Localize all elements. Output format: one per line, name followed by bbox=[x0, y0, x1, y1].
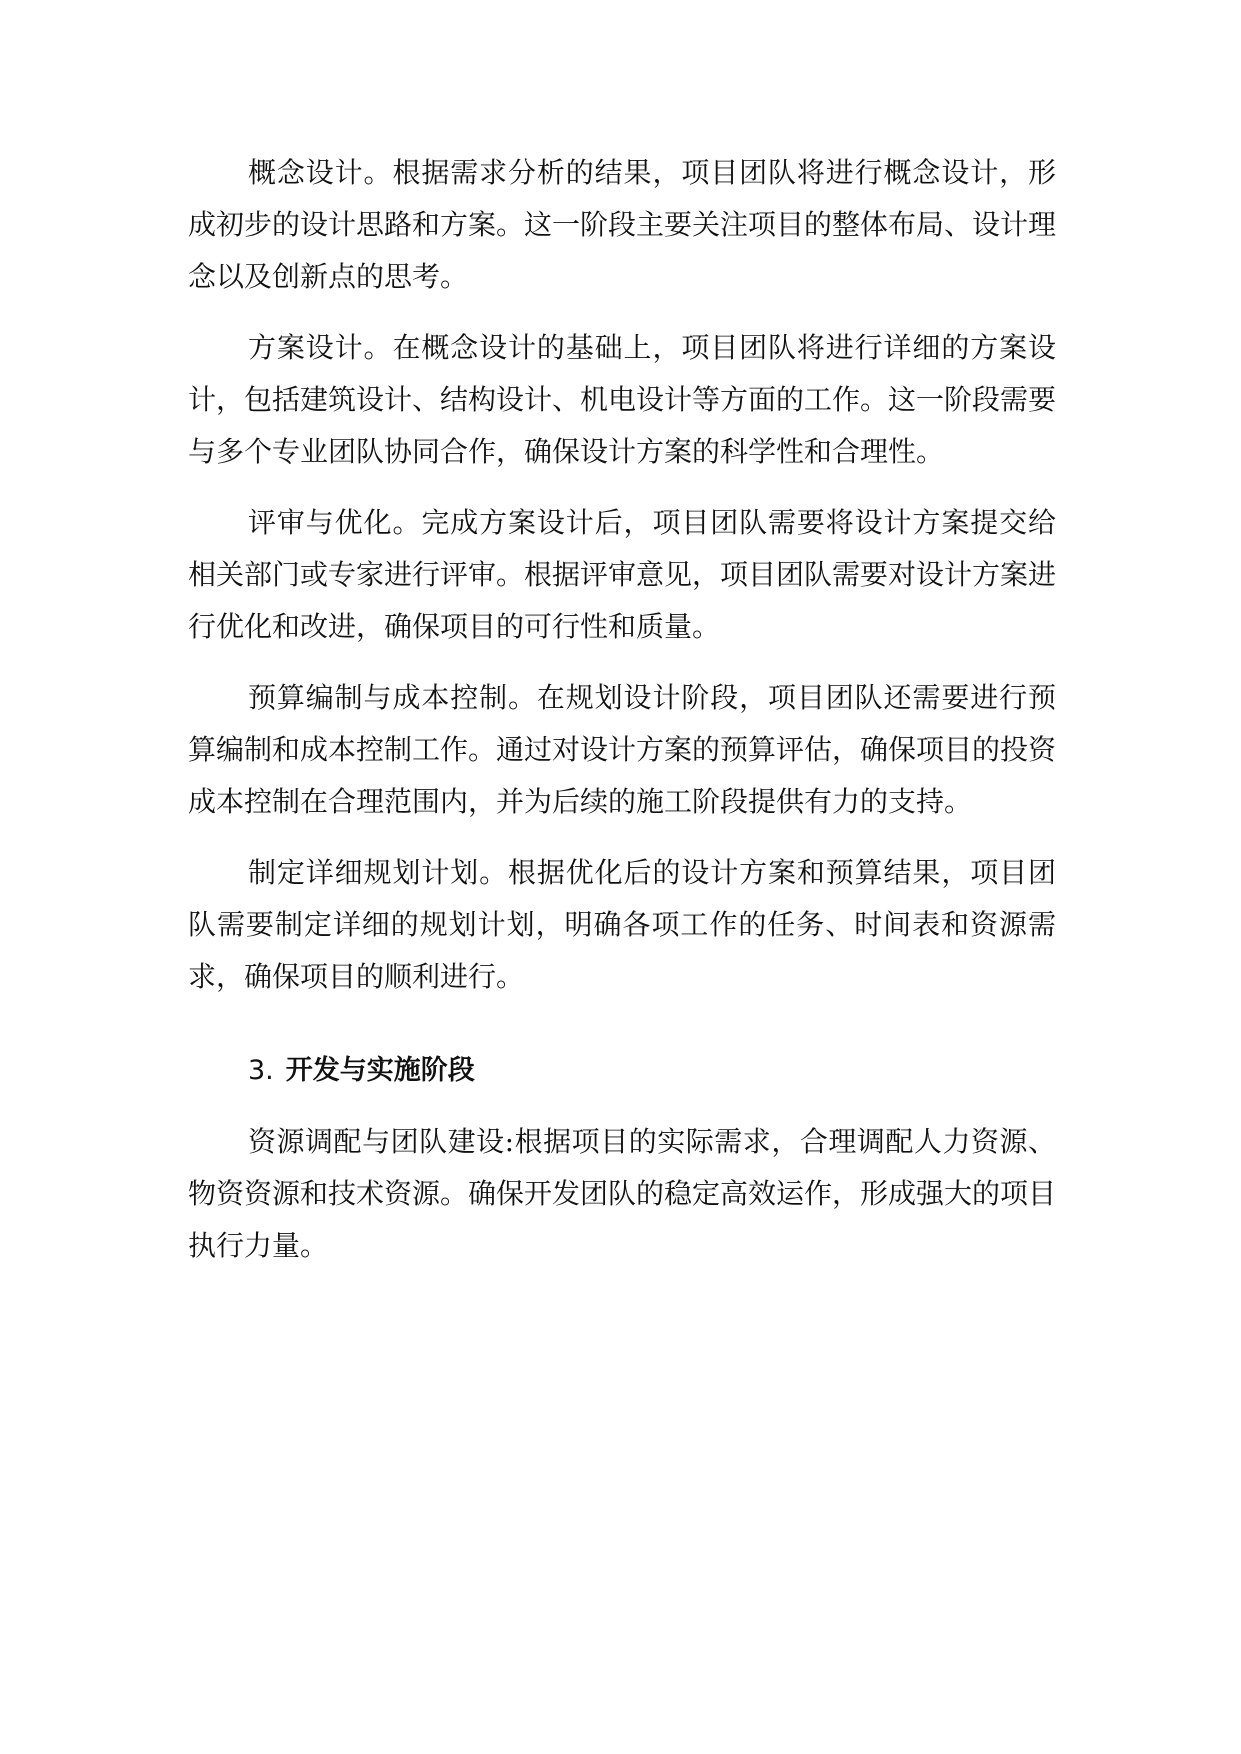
paragraph-resource-allocation: 资源调配与团队建设:根据项目的实际需求，合理调配人力资源、物资资源和技术资源。确保开发团队的稳定高效运作，形成强大的项目执行力量。 bbox=[188, 1125, 1057, 1262]
section-heading bbox=[188, 1045, 1056, 1097]
paragraph-budget-cost-control: 预算编制与成本控制。在规划设计阶段，项目团队还需要进行预算编制和成本控制工作。通过对设计方案的预算评估，确保项目的投资成本控制在合理范围内，并为后续的施工阶段提供有力的支持。 bbox=[188, 681, 1057, 818]
paragraph-scheme-design: 方案设计。在概念设计的基础上，项目团队将进行详细的方案设计，包括建筑设计、结构设计、机电设计等方面的工作。这一阶段需要与多个专业团队协同合作，确保设计方案的科学性和合理性。 bbox=[188, 331, 1057, 468]
paragraph-concept-design: 概念设计。根据需求分析的结果，项目团队将进行概念设计，形成初步的设计思路和方案。这一阶段主要关注项目的整体布局、设计理念以及创新点的思考。 bbox=[188, 156, 1057, 293]
section-title: 开发与实施阶段 bbox=[285, 1055, 475, 1086]
paragraph-detailed-plan: 制定详细规划计划。根据优化后的设计方案和预算结果，项目团队需要制定详细的规划计划，明确各项工作的任务、时间表和资源需求，确保项目的顺利进行。 bbox=[188, 856, 1056, 993]
paragraph-review-optimization: 评审与优化。完成方案设计后，项目团队需要将设计方案提交给相关部门或专家进行评审。根据评审意见，项目团队需要对设计方案进行优化和改进，确保项目的可行性和质量。 bbox=[188, 506, 1057, 643]
section-number: 3. bbox=[248, 1055, 274, 1086]
document-body bbox=[188, 147, 1056, 1291]
